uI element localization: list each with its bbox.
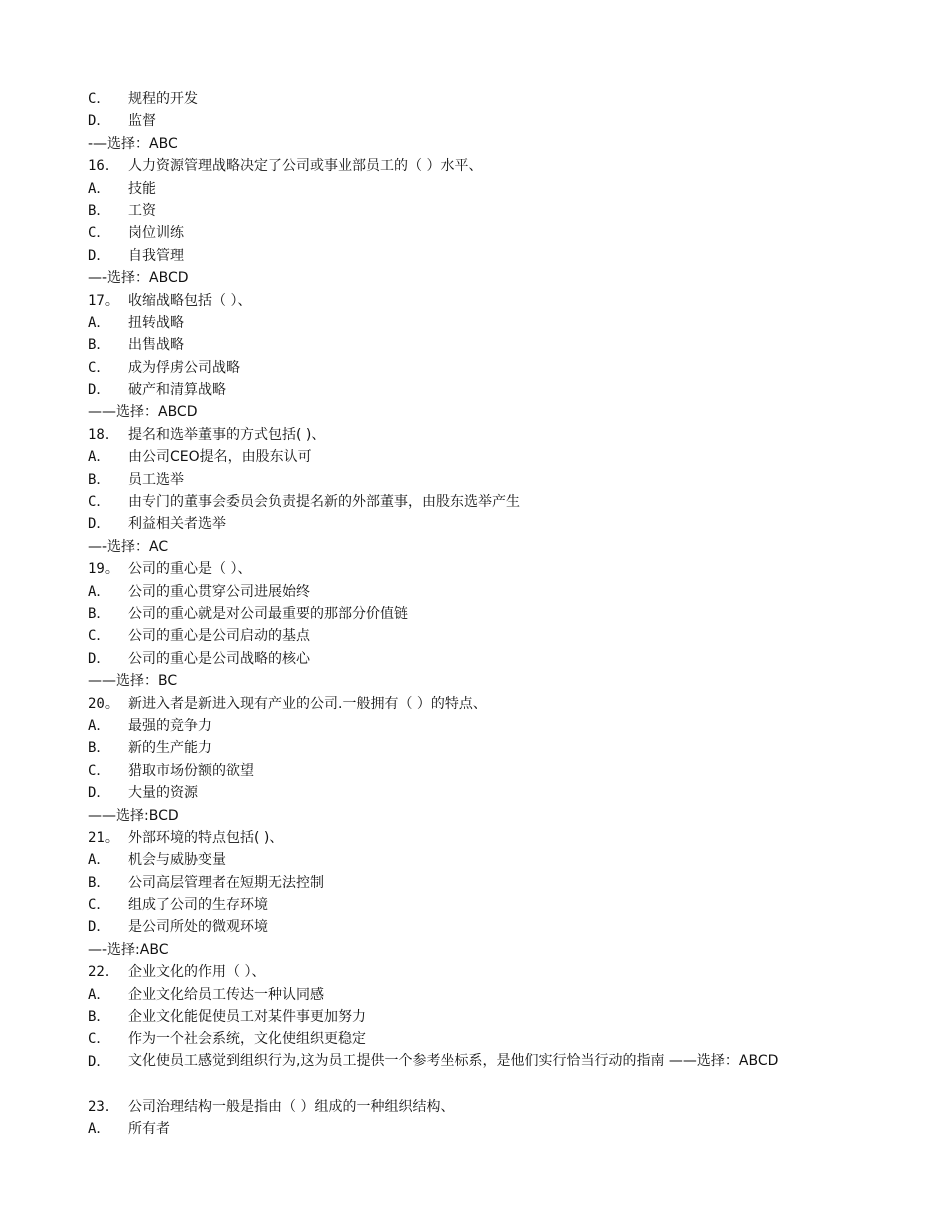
option-label: A． xyxy=(88,852,111,869)
option-line xyxy=(88,200,848,222)
option-text: 利益相关者选举 xyxy=(128,516,226,533)
option-label: D． xyxy=(88,785,111,802)
option-text: 是公司所处的微观环境 xyxy=(128,919,268,936)
question-text: 公司治理结构一般是指由（ ）组成的一种组织结构、 xyxy=(128,1098,455,1115)
option-text: 公司的重心是公司启动的基点 xyxy=(128,628,310,645)
option-text: 新的生产能力 xyxy=(128,740,212,757)
option-line xyxy=(88,178,848,200)
option-label: A． xyxy=(88,180,111,197)
question-line xyxy=(88,1096,848,1118)
answer-line xyxy=(88,133,848,155)
option-line xyxy=(88,334,848,356)
option-line xyxy=(88,916,848,938)
option-line xyxy=(88,872,848,894)
option-line xyxy=(88,1051,848,1096)
option-line xyxy=(88,760,848,782)
option-label: D． xyxy=(88,382,111,399)
option-text: 监督 xyxy=(128,113,156,130)
question-line xyxy=(88,693,848,715)
question-text: 外部环境的特点包括( )、 xyxy=(128,829,284,846)
option-text: 组成了公司的生存环境 xyxy=(128,897,268,914)
option-line xyxy=(88,603,848,625)
option-text: 最强的竞争力 xyxy=(128,717,212,734)
option-label: C． xyxy=(88,91,111,107)
option-label: B． xyxy=(88,202,111,219)
option-label: C． xyxy=(88,628,111,645)
option-label: B． xyxy=(88,471,111,488)
answer-text: —-选择：ABCD xyxy=(88,270,189,287)
option-text: 扭转战略 xyxy=(128,314,184,331)
option-text: 所有者 xyxy=(128,1120,170,1137)
answer-line xyxy=(88,401,848,423)
answer-line xyxy=(88,939,848,961)
question-number: 21。 xyxy=(88,829,119,846)
option-text: 猎取市场份额的欲望 xyxy=(128,762,254,779)
option-text: 大量的资源 xyxy=(128,785,198,802)
question-text: 人力资源管理战略决定了公司或事业部员工的（ ）水平、 xyxy=(128,158,483,175)
option-label: D． xyxy=(88,919,111,936)
option-line xyxy=(88,1028,848,1050)
question-line xyxy=(88,961,848,983)
question-line xyxy=(88,827,848,849)
option-line xyxy=(88,1118,848,1140)
option-text: 公司高层管理者在短期无法控制 xyxy=(128,874,324,891)
question-text: 收缩战略包括（ ）、 xyxy=(128,292,252,309)
option-line xyxy=(88,581,848,603)
option-line xyxy=(88,648,848,670)
option-label: C． xyxy=(88,762,111,779)
option-label: A． xyxy=(88,717,111,734)
option-line xyxy=(88,446,848,468)
option-text: 企业文化给员工传达一种认同感 xyxy=(128,986,324,1003)
option-line xyxy=(88,491,848,513)
option-label: D． xyxy=(88,247,111,264)
option-line xyxy=(88,782,848,804)
option-label: B． xyxy=(88,605,111,622)
question-line xyxy=(88,424,848,446)
option-text: 成为俘虏公司战略 xyxy=(128,359,240,376)
question-number: 20。 xyxy=(88,695,119,712)
option-text: 技能 xyxy=(128,180,156,197)
option-label: D． xyxy=(88,113,111,130)
option-label: D． xyxy=(88,650,111,667)
option-line xyxy=(88,1006,848,1028)
answer-text: —-选择：AC xyxy=(88,538,169,555)
option-line xyxy=(88,245,848,267)
option-label: C． xyxy=(88,897,111,914)
question-line xyxy=(88,558,848,580)
option-line xyxy=(88,737,848,759)
option-label: C． xyxy=(88,359,111,376)
option-line xyxy=(88,715,848,737)
question-text: 提名和选举董事的方式包括( )、 xyxy=(128,426,326,443)
option-label: C． xyxy=(88,1031,111,1048)
option-text: 文化使员工感觉到组织行为,这为员工提供一个参考坐标系，是他们实行恰当行动的指南 ——选择：ABCD xyxy=(128,1052,779,1069)
option-line xyxy=(88,222,848,244)
option-text: 出售战略 xyxy=(128,337,184,354)
option-line xyxy=(88,110,848,132)
option-line xyxy=(88,357,848,379)
option-label: A． xyxy=(88,583,111,600)
option-label: A． xyxy=(88,986,111,1003)
question-text: 公司的重心是（ ）、 xyxy=(128,561,252,578)
option-label: C． xyxy=(88,494,111,511)
option-label: B． xyxy=(88,740,111,757)
option-label: B． xyxy=(88,1009,111,1026)
question-number: 17。 xyxy=(88,292,119,309)
option-text: 破产和清算战略 xyxy=(128,382,226,399)
option-label: B． xyxy=(88,874,111,891)
answer-text: ——选择：BC xyxy=(88,673,178,690)
option-label: A． xyxy=(88,1120,111,1137)
option-text: 岗位训练 xyxy=(128,225,184,242)
question-line xyxy=(88,155,848,177)
question-number: 18． xyxy=(88,426,119,443)
option-text: 员工选举 xyxy=(128,471,184,488)
option-text: 工资 xyxy=(128,202,156,219)
option-text: 由专门的董事会委员会负责提名新的外部董事，由股东选举产生 xyxy=(128,494,520,511)
option-line xyxy=(88,379,848,401)
answer-text: ——选择:BCD xyxy=(88,807,179,824)
option-text: 公司的重心就是对公司最重要的那部分价值链 xyxy=(128,605,408,622)
option-line xyxy=(88,984,848,1006)
option-line xyxy=(88,513,848,535)
option-text: 由公司CEO提名，由股东认可 xyxy=(128,449,312,466)
option-label: C． xyxy=(88,225,111,242)
option-text: 作为一个社会系统，文化使组织更稳定 xyxy=(128,1031,366,1048)
question-number: 22． xyxy=(88,964,119,981)
answer-line xyxy=(88,267,848,289)
question-number: 23． xyxy=(88,1098,119,1115)
question-number: 16． xyxy=(88,158,119,175)
answer-line xyxy=(88,670,848,692)
option-line xyxy=(88,625,848,647)
option-text: 公司的重心贯穿公司进展始终 xyxy=(128,583,310,600)
option-text: 规程的开发 xyxy=(128,91,198,107)
answer-text: ——选择：ABCD xyxy=(88,404,198,421)
option-line xyxy=(88,312,848,334)
question-text: 新进入者是新进入现有产业的公司.一般拥有（ ）的特点、 xyxy=(128,695,487,712)
option-label: D． xyxy=(88,516,111,533)
option-line xyxy=(88,469,848,491)
option-label: A． xyxy=(88,449,111,466)
option-label: D． xyxy=(88,1053,111,1070)
question-text: 企业文化的作用（ ）、 xyxy=(128,964,266,981)
answer-line xyxy=(88,805,848,827)
answer-line xyxy=(88,536,848,558)
document-page xyxy=(88,88,848,1140)
option-line xyxy=(88,88,848,110)
question-number: 19。 xyxy=(88,561,119,578)
option-line xyxy=(88,849,848,871)
option-label: B． xyxy=(88,337,111,354)
question-line xyxy=(88,290,848,312)
answer-text: -—选择：ABC xyxy=(88,135,178,152)
option-text: 自我管理 xyxy=(128,247,184,264)
option-text: 公司的重心是公司战略的核心 xyxy=(128,650,310,667)
option-text: 企业文化能促使员工对某件事更加努力 xyxy=(128,1009,366,1026)
option-line xyxy=(88,894,848,916)
option-text: 机会与威胁变量 xyxy=(128,852,226,869)
answer-text: —-选择:ABC xyxy=(88,941,169,958)
option-label: A． xyxy=(88,314,111,331)
